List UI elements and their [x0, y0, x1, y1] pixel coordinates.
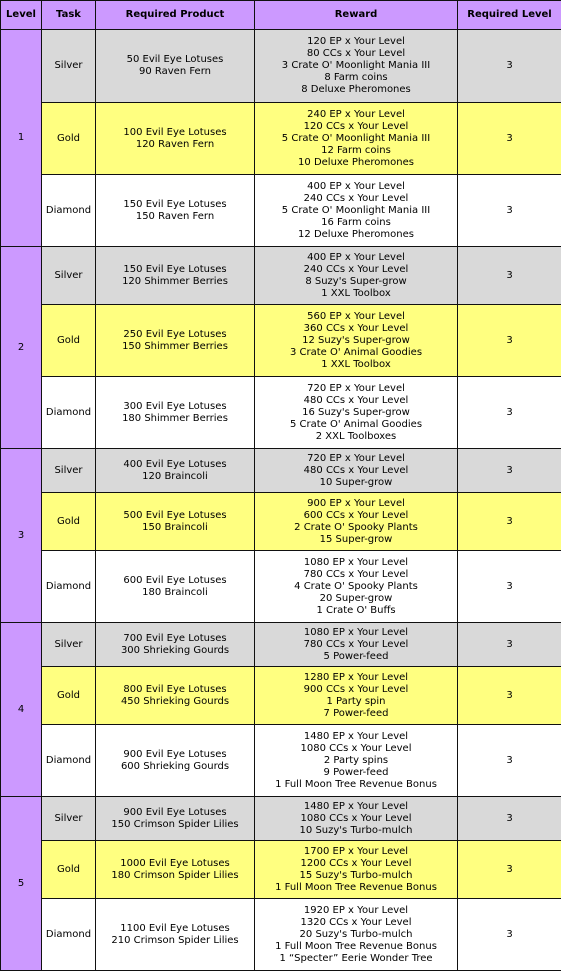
reward-line: 8 Farm coins — [324, 72, 388, 83]
reward-line: 1080 CCs x Your Level — [300, 742, 412, 754]
required-level-cell: 3 — [458, 667, 561, 725]
product-line: 150 Braincoli — [142, 521, 208, 533]
reward-line: 900 CCs x Your Level — [303, 683, 409, 695]
header-required-level: Required Level — [458, 1, 561, 30]
table-row — [1, 623, 561, 667]
product-line: 500 Evil Eye Lotuses — [123, 509, 227, 521]
required-level-cell: 3 — [458, 305, 561, 377]
task-cell: Diamond — [42, 175, 96, 247]
table-row — [1, 103, 561, 175]
task-cell: Silver — [42, 449, 96, 493]
required-product-cell — [96, 377, 255, 449]
level-cell: 1 — [1, 30, 42, 247]
header-reward: Reward — [255, 1, 458, 30]
reward-line: 400 EP x Your Level — [307, 180, 405, 192]
reward-line: 1480 EP x Your Level — [303, 730, 409, 742]
product-line: 120 Braincoli — [142, 470, 208, 482]
required-product-cell — [96, 899, 255, 971]
reward-cell — [255, 305, 458, 377]
reward-line: 1080 EP x Your Level — [303, 556, 409, 568]
level-cell: 4 — [1, 623, 42, 797]
table-row — [1, 899, 561, 971]
reward-line: 1 “Specter” Eerie Wonder Tree — [279, 952, 433, 964]
required-product-cell — [96, 175, 255, 247]
product-line: 150 Raven Fern — [135, 210, 215, 222]
reward-line: 1 XXL Toolbox — [321, 358, 391, 370]
reward-line: 16 Suzy's Super-grow — [302, 406, 410, 418]
reward-line: 1280 EP x Your Level — [303, 671, 409, 683]
table-row — [1, 797, 561, 841]
required-product-cell — [96, 493, 255, 551]
required-level-cell: 3 — [458, 103, 561, 175]
reward-line: 15 Super-grow — [319, 533, 393, 545]
required-level-cell: 3 — [458, 551, 561, 623]
product-line: 800 Evil Eye Lotuses — [123, 683, 227, 695]
task-cell: Silver — [42, 797, 96, 841]
reward-line: 1 Party spin — [326, 695, 386, 707]
reward-line: 240 EP x Your Level — [307, 108, 405, 120]
reward-line: 780 CCs x Your Level — [303, 638, 409, 650]
reward-line: 5 Crate O' Moonlight Mania III — [281, 204, 431, 216]
reward-line: 10 Super-grow — [319, 476, 393, 488]
reward-line: 16 Farm coins — [321, 216, 391, 228]
reward-line: 1200 CCs x Your Level — [300, 857, 412, 869]
reward-line: 120 EP x Your Level — [307, 36, 405, 47]
reward-line: 2 Crate O' Spooky Plants — [294, 521, 418, 533]
reward-line: 3 Crate O' Moonlight Mania III — [281, 60, 431, 71]
reward-cell — [255, 449, 458, 493]
required-level-cell: 3 — [458, 797, 561, 841]
product-line: 700 Evil Eye Lotuses — [123, 632, 227, 644]
reward-line: 240 CCs x Your Level — [303, 192, 409, 204]
required-product-cell — [96, 247, 255, 305]
reward-line: 600 CCs x Your Level — [303, 509, 409, 521]
header-level: Level — [1, 1, 42, 30]
product-line: 180 Shimmer Berries — [122, 412, 228, 424]
product-line: 900 Evil Eye Lotuses — [123, 748, 227, 760]
task-cell: Gold — [42, 103, 96, 175]
product-line: 300 Shrieking Gourds — [120, 644, 230, 656]
required-level-cell: 3 — [458, 841, 561, 899]
reward-cell — [255, 899, 458, 971]
header-task: Task — [42, 1, 96, 30]
product-line: 450 Shrieking Gourds — [120, 695, 230, 707]
reward-line: 400 EP x Your Level — [307, 251, 405, 263]
reward-line: 7 Power-feed — [323, 707, 389, 719]
level-cell: 2 — [1, 247, 42, 449]
reward-line: 5 Crate O' Animal Goodies — [289, 418, 423, 430]
required-product-cell — [96, 449, 255, 493]
required-level-cell: 3 — [458, 623, 561, 667]
table-row — [1, 449, 561, 493]
reward-line: 80 CCs x Your Level — [306, 48, 406, 59]
reward-cell — [255, 493, 458, 551]
table-row — [1, 175, 561, 247]
reward-line: 900 EP x Your Level — [307, 497, 405, 509]
product-line: 1000 Evil Eye Lotuses — [120, 857, 230, 869]
reward-line: 360 CCs x Your Level — [303, 322, 409, 334]
product-line: 90 Raven Fern — [139, 66, 211, 77]
task-cell: Silver — [42, 30, 96, 103]
product-line: 150 Crimson Spider Lilies — [111, 818, 239, 830]
reward-line: 1 Full Moon Tree Revenue Bonus — [275, 881, 437, 893]
reward-line: 1 Crate O' Buffs — [316, 604, 396, 616]
reward-line: 1080 EP x Your Level — [303, 626, 409, 638]
reward-line: 8 Suzy's Super-grow — [305, 275, 407, 287]
reward-cell — [255, 725, 458, 797]
reward-line: 10 Deluxe Pheromones — [298, 156, 414, 168]
table-row — [1, 551, 561, 623]
product-line: 210 Crimson Spider Lilies — [111, 934, 239, 946]
reward-line: 2 XXL Toolboxes — [315, 430, 397, 442]
product-line: 150 Shimmer Berries — [122, 340, 228, 352]
product-line: 150 Evil Eye Lotuses — [123, 263, 227, 275]
task-cell: Diamond — [42, 377, 96, 449]
header-row — [1, 1, 561, 30]
task-cell: Gold — [42, 667, 96, 725]
required-product-cell — [96, 667, 255, 725]
task-cell: Gold — [42, 305, 96, 377]
reward-line: 560 EP x Your Level — [307, 310, 405, 322]
reward-line: 480 CCs x Your Level — [303, 394, 409, 406]
reward-line: 720 EP x Your Level — [307, 452, 405, 464]
level-cell: 3 — [1, 449, 42, 623]
reward-cell — [255, 797, 458, 841]
product-line: 250 Evil Eye Lotuses — [123, 328, 227, 340]
table-row — [1, 377, 561, 449]
required-level-cell: 3 — [458, 175, 561, 247]
product-line: 120 Shimmer Berries — [122, 275, 228, 287]
required-level-cell: 3 — [458, 725, 561, 797]
required-level-cell: 3 — [458, 449, 561, 493]
required-product-cell — [96, 551, 255, 623]
product-line: 1100 Evil Eye Lotuses — [120, 922, 230, 934]
reward-line: 720 EP x Your Level — [307, 382, 405, 394]
reward-cell — [255, 175, 458, 247]
reward-cell — [255, 551, 458, 623]
reward-line: 12 Farm coins — [321, 144, 391, 156]
table-row — [1, 667, 561, 725]
product-line: 50 Evil Eye Lotuses — [126, 54, 224, 65]
reward-line: 5 Crate O' Moonlight Mania III — [281, 132, 431, 144]
required-level-cell: 3 — [458, 30, 561, 103]
product-line: 150 Evil Eye Lotuses — [123, 198, 227, 210]
reward-line: 9 Power-feed — [323, 766, 389, 778]
required-product-cell — [96, 103, 255, 175]
reward-line: 5 Power-feed — [323, 650, 389, 662]
table-row — [1, 305, 561, 377]
reward-line: 780 CCs x Your Level — [303, 568, 409, 580]
task-cell: Gold — [42, 493, 96, 551]
required-product-cell — [96, 623, 255, 667]
reward-line: 20 Suzy's Turbo-mulch — [299, 928, 413, 940]
reward-line: 20 Super-grow — [319, 592, 393, 604]
table-row — [1, 247, 561, 305]
reward-line: 3 Crate O' Animal Goodies — [289, 346, 423, 358]
reward-line: 240 CCs x Your Level — [303, 263, 409, 275]
product-line: 180 Braincoli — [142, 586, 208, 598]
table-row — [1, 725, 561, 797]
reward-line: 8 Deluxe Pheromones — [301, 84, 411, 95]
table-body — [1, 30, 561, 971]
table-row — [1, 30, 561, 103]
reward-line: 1 Full Moon Tree Revenue Bonus — [275, 940, 437, 952]
required-product-cell — [96, 30, 255, 103]
product-line: 120 Raven Fern — [135, 138, 215, 150]
product-line: 180 Crimson Spider Lilies — [111, 869, 239, 881]
reward-line: 1 XXL Toolbox — [321, 287, 391, 299]
reward-line: 12 Suzy's Super-grow — [302, 334, 410, 346]
product-line: 400 Evil Eye Lotuses — [123, 458, 227, 470]
required-product-cell — [96, 797, 255, 841]
task-cell: Diamond — [42, 899, 96, 971]
reward-line: 120 CCs x Your Level — [303, 120, 409, 132]
level-cell: 5 — [1, 797, 42, 971]
reward-cell — [255, 30, 458, 103]
reward-cell — [255, 667, 458, 725]
required-level-cell: 3 — [458, 899, 561, 971]
required-product-cell — [96, 725, 255, 797]
reward-line: 1 Full Moon Tree Revenue Bonus — [275, 778, 437, 790]
reward-cell — [255, 377, 458, 449]
reward-cell — [255, 103, 458, 175]
table-row — [1, 493, 561, 551]
reward-line: 1480 EP x Your Level — [303, 800, 409, 812]
task-cell: Diamond — [42, 551, 96, 623]
reward-line: 480 CCs x Your Level — [303, 464, 409, 476]
reward-line: 1080 CCs x Your Level — [300, 812, 412, 824]
required-product-cell — [96, 841, 255, 899]
reward-line: 1700 EP x Your Level — [303, 845, 409, 857]
reward-line: 10 Suzy's Turbo-mulch — [299, 824, 413, 836]
required-level-cell: 3 — [458, 377, 561, 449]
required-level-cell: 3 — [458, 247, 561, 305]
task-cell: Silver — [42, 623, 96, 667]
reward-line: 4 Crate O' Spooky Plants — [294, 580, 418, 592]
task-cell: Gold — [42, 841, 96, 899]
reward-line: 2 Party spins — [323, 754, 389, 766]
reward-line: 1920 EP x Your Level — [303, 904, 409, 916]
header-required-product: Required Product — [96, 1, 255, 30]
reward-line: 15 Suzy's Turbo-mulch — [299, 869, 413, 881]
task-cell: Diamond — [42, 725, 96, 797]
product-line: 100 Evil Eye Lotuses — [123, 126, 227, 138]
product-line: 900 Evil Eye Lotuses — [123, 806, 227, 818]
product-line: 600 Shrieking Gourds — [120, 760, 230, 772]
product-line: 600 Evil Eye Lotuses — [123, 574, 227, 586]
table-row — [1, 841, 561, 899]
reward-cell — [255, 623, 458, 667]
required-level-cell: 3 — [458, 493, 561, 551]
reward-cell — [255, 247, 458, 305]
task-cell: Silver — [42, 247, 96, 305]
required-product-cell — [96, 305, 255, 377]
product-line: 300 Evil Eye Lotuses — [123, 400, 227, 412]
reward-line: 1320 CCs x Your Level — [300, 916, 412, 928]
reward-line: 12 Deluxe Pheromones — [298, 228, 414, 240]
reward-cell — [255, 841, 458, 899]
